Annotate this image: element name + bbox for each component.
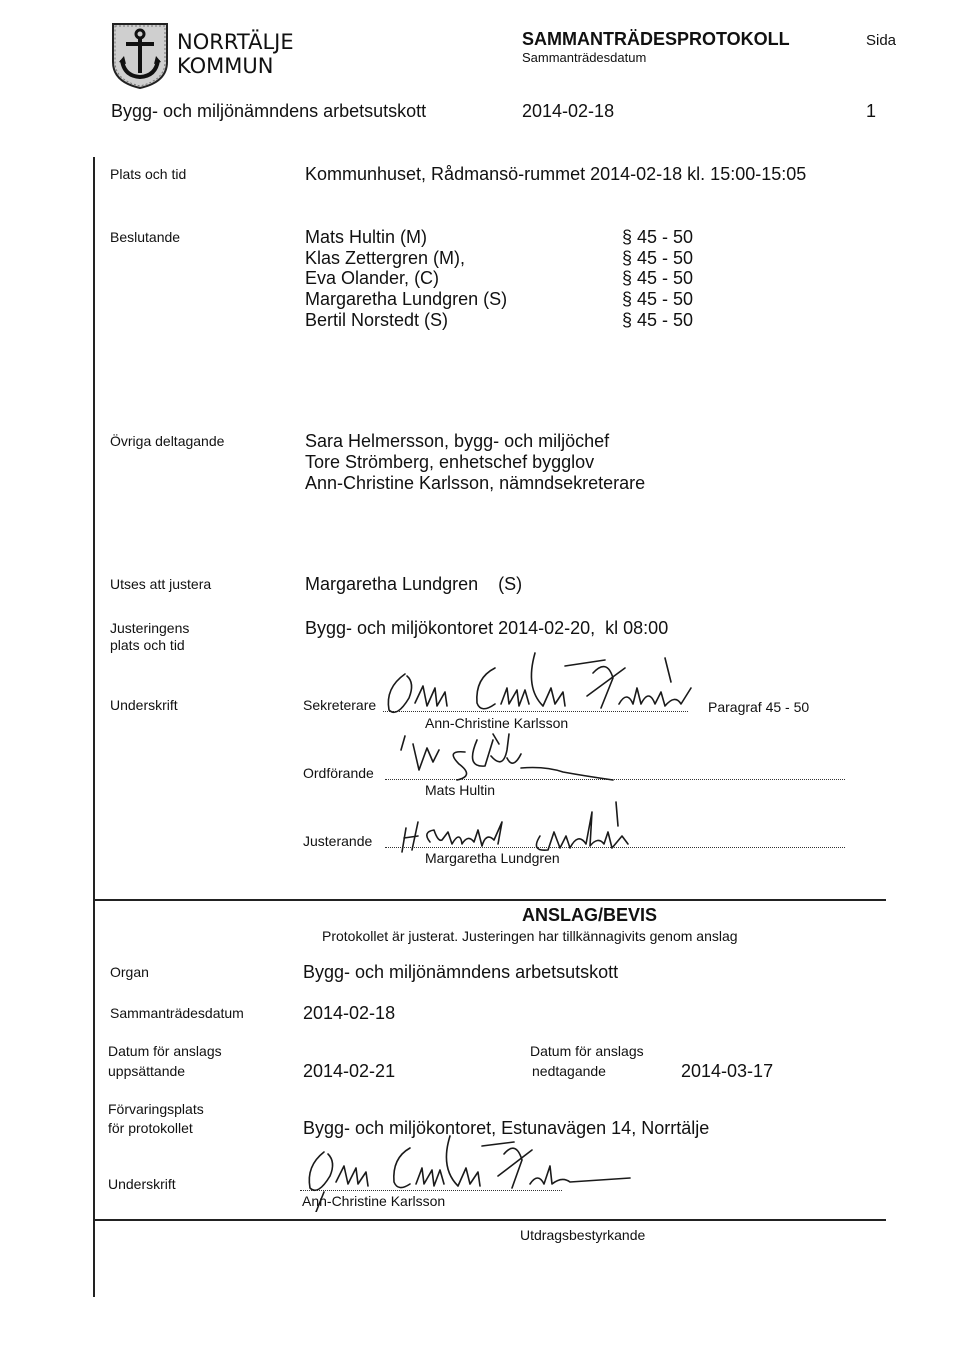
signature-label: Underskrift	[110, 697, 178, 713]
adjust-place-label-1: Justeringens	[110, 620, 190, 636]
others-label: Övriga deltagande	[110, 433, 225, 449]
header-date: 2014-02-18	[522, 101, 615, 121]
notice-subtext: Protokollet är justerat. Justeringen har tillkännagivits genom anslag	[322, 928, 738, 944]
paragraph-ref: Paragraf 45 - 50	[708, 699, 810, 715]
committee-name: Bygg- och miljönämndens arbetsutskott	[111, 101, 427, 121]
adjuster-name: Margaretha Lundgren	[425, 850, 560, 866]
organ-label: Organ	[110, 964, 149, 980]
posted-value: 2014-02-21	[303, 1061, 396, 1081]
decider-name: Klas Zettergren (M),	[305, 248, 466, 268]
notice-signature-label: Underskrift	[108, 1176, 176, 1192]
posted-label-1: Datum för anslags	[108, 1043, 222, 1059]
removed-value: 2014-03-17	[681, 1061, 774, 1081]
notice-heading: ANSLAG/BEVIS	[522, 905, 658, 925]
notice-date-value: 2014-02-18	[303, 1003, 396, 1023]
decider-paragraphs: § 45 - 50	[622, 227, 694, 247]
org-name-line1: NORRTÄLJE	[177, 30, 294, 54]
adjuster-value: Margaretha Lundgren (S)	[305, 574, 523, 594]
decider-name: Margaretha Lundgren (S)	[305, 289, 508, 309]
doc-type-title: SAMMANTRÄDESPROTOKOLL	[522, 29, 790, 49]
page-label: Sida	[866, 32, 897, 49]
decider-paragraphs: § 45 - 50	[622, 289, 694, 309]
decider-name: Bertil Norstedt (S)	[305, 310, 449, 330]
chair-name: Mats Hultin	[425, 782, 496, 798]
notice-signature-name: Ann-Christine Karlsson	[302, 1193, 446, 1209]
chair-label: Ordförande	[303, 765, 374, 781]
removed-label-2: nedtagande	[532, 1063, 606, 1079]
other-participant: Tore Strömberg, enhetschef bygglov	[305, 452, 595, 472]
place-label: Plats och tid	[110, 166, 187, 182]
header-date-label: Sammanträdesdatum	[522, 50, 647, 65]
posted-label-2: uppsättande	[108, 1063, 186, 1079]
anchor-crest-icon	[111, 22, 169, 90]
removed-label-1: Datum för anslags	[530, 1043, 644, 1059]
chair-signature-image	[395, 710, 615, 790]
left-margin-rule	[93, 157, 95, 1297]
adjust-place-label-2: plats och tid	[110, 637, 185, 653]
place-value: Kommunhuset, Rådmansö-rummet 2014-02-18 kl. 15:00-15:05	[305, 164, 807, 184]
notice-bottom-rule	[93, 1219, 886, 1221]
page-number: 1	[866, 101, 877, 121]
adjuster-signature-image	[390, 792, 690, 862]
storage-label-2: för protokollet	[108, 1120, 193, 1136]
notice-date-label: Sammanträdesdatum	[110, 1005, 244, 1021]
deciders-label: Beslutande	[110, 229, 181, 245]
other-participant: Ann-Christine Karlsson, nämndsekreterare	[305, 473, 646, 493]
notice-signature-image	[300, 1132, 640, 1212]
adjuster-sign-label: Justerande	[303, 833, 373, 849]
storage-value: Bygg- och miljökontoret, Estunavägen 14, Norrtälje	[303, 1118, 710, 1138]
decider-name: Eva Olander, (C)	[305, 268, 440, 288]
other-participant: Sara Helmersson, bygg- och miljöchef	[305, 431, 610, 451]
storage-label-1: Förvaringsplats	[108, 1101, 204, 1117]
decider-paragraphs: § 45 - 50	[622, 268, 694, 288]
decider-paragraphs: § 45 - 50	[622, 248, 694, 268]
adjuster-label: Utses att justera	[110, 576, 212, 592]
org-name-line2: KOMMUN	[177, 54, 274, 78]
adjust-place-value: Bygg- och miljökontoret 2014-02-20, kl 08:00	[305, 618, 669, 638]
municipality-logo	[111, 22, 169, 90]
notice-top-rule	[93, 899, 886, 901]
secretary-name: Ann-Christine Karlsson	[425, 715, 569, 731]
footer-label: Utdragsbestyrkande	[520, 1227, 646, 1243]
secretary-label: Sekreterare	[303, 697, 377, 713]
organ-value: Bygg- och miljönämndens arbetsutskott	[303, 962, 619, 982]
decider-paragraphs: § 45 - 50	[622, 310, 694, 330]
decider-name: Mats Hultin (M)	[305, 227, 428, 247]
